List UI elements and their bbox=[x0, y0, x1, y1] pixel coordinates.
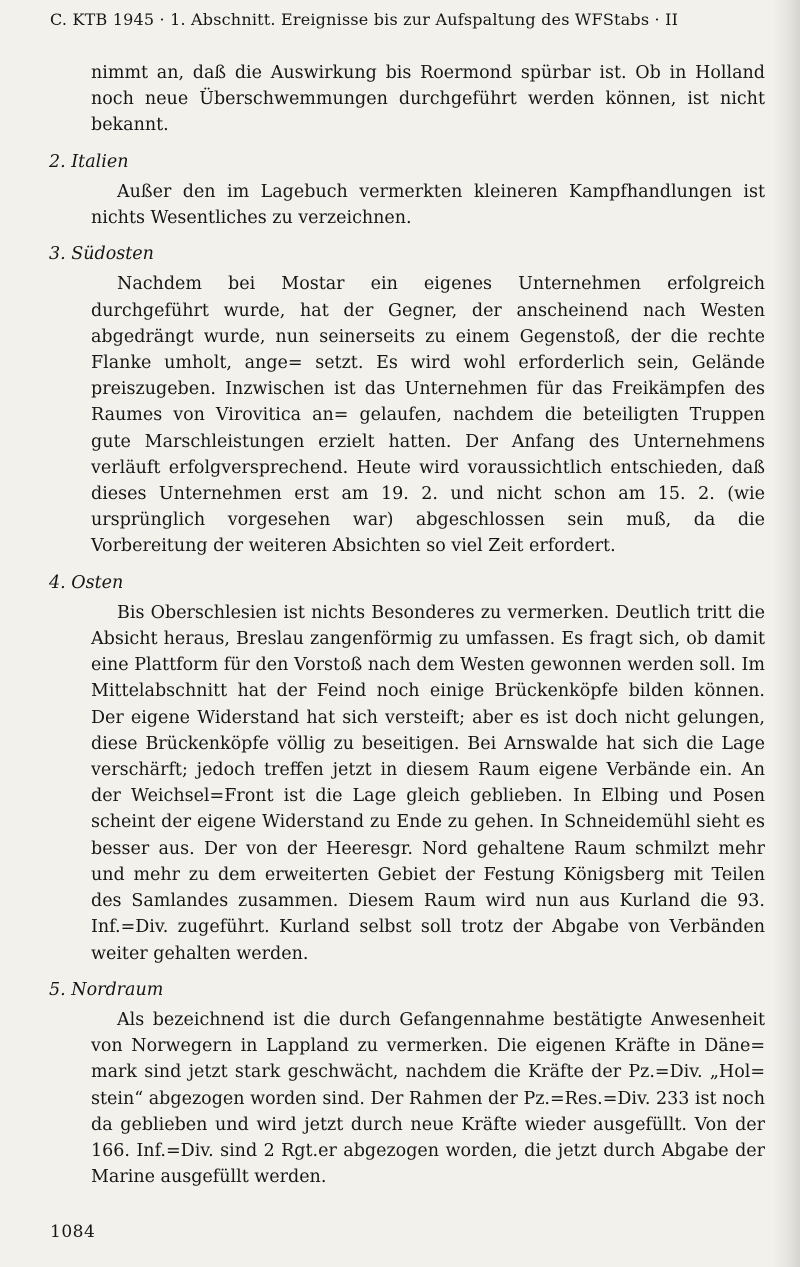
section-text-nordraum: Als bezeichnend ist die durch Gefangennahme bestätigte Anwesenheit von Norwegern in Lappland zu vermerken. Die eigenen Kräfte in Däne= mark sind jetzt stark geschwächt, nachdem die Kräfte der Pz.=Div. „Hol= stein“ abgezogen worden sind. Der Rahmen der Pz.=Res.=Div. 233 ist noch da geblieben und wird jetzt durch neue Kräfte wieder ausgefüllt. Von der 166. Inf.=Div. sind 2 Rgt.er abgezogen worden, die jetzt durch Abgabe der Marine ausgefüllt werden. bbox=[91, 1009, 765, 1188]
section-text-osten: Bis Oberschlesien ist nichts Besonderes zu vermerken. Deutlich tritt die Absicht heraus, Breslau zangenförmig zu umfassen. Es fragt sich, ob damit eine Plattform für den Vorstoß nach dem Westen gewonnen werden soll. Im Mittelabschnitt hat der Feind noch einige Brückenköpfe bilden können. Der eigene Widerstand hat sich versteift; aber es ist doch nicht gelungen, diese Brückenköpfe völlig zu beseitigen. Bei Arnswalde hat sich die Lage verschärft; jedoch treffen jetzt in diesem Raum eigene Verbände ein. An der Weichsel=Front ist die Lage gleich geblieben. In Elbing und Posen scheint der eigene Widerstand zu Ende zu gehen. In Schneidemühl sieht es besser aus. Der von der Heeresgr. Nord gehaltene Raum schmilzt mehr und mehr zu dem erweiterten Gebiet der Festung Königsberg mit Teilen des Samlandes zusammen. Diesem Raum wird nun aus Kurland die 93. Inf.=Div. zugeführt. Kurland selbst soll trotz der Abgabe von Verbänden weiter gehalten werden. bbox=[91, 602, 765, 964]
section-heading-italien: 2. Italien bbox=[49, 151, 129, 172]
page-body bbox=[49, 60, 765, 1194]
page-number: 1084 bbox=[50, 1222, 96, 1242]
section-heading-osten: 4. Osten bbox=[49, 572, 124, 593]
page-edge-shadow bbox=[772, 0, 800, 1267]
section-heading-suedosten: 3. Südosten bbox=[49, 244, 154, 265]
section-text-suedosten: Nachdem bei Mostar ein eigenes Unternehmen erfolgreich durchgeführt wurde, hat der Gegner, der anscheinend nach Westen abgedrängt wurde, nun seinerseits zu einem Gegenstoß, der die rechte Flanke umholt, ange= setzt. Es wird wohl erforderlich sein, Gelände preiszugeben. Inzwischen ist das Unternehmen für das Freikämpfen des Raumes von Virovitica an= gelaufen, nachdem die beteiligten Truppen gute Marschleistungen erzielt hatten. Der Anfang des Unternehmens verläuft erfolgversprechend. Heute wird voraussichtlich entschieden, daß dieses Unternehmen erst am 19. 2. und nicht schon am 15. 2. (wie ursprünglich vorgesehen war) abgeschlossen sein muß, da die Vorbereitung der weiteren Absichten so viel Zeit erfordert. bbox=[91, 274, 765, 557]
section-text-italien: Außer den im Lagebuch vermerkten kleineren Kampfhandlungen ist nichts Wesentliches zu verzeichnen. bbox=[91, 181, 765, 229]
continuation-paragraph: nimmt an, daß die Auswirkung bis Roermond spürbar ist. Ob in Holland noch neue Überschwemmungen durchgeführt werden können, ist nicht bekannt. bbox=[91, 63, 765, 136]
section-heading-nordraum: 5. Nordraum bbox=[49, 979, 164, 1000]
running-header: C. KTB 1945 · 1. Abschnitt. Ereignisse bis zur Aufspaltung des WFStabs · II bbox=[50, 10, 679, 29]
